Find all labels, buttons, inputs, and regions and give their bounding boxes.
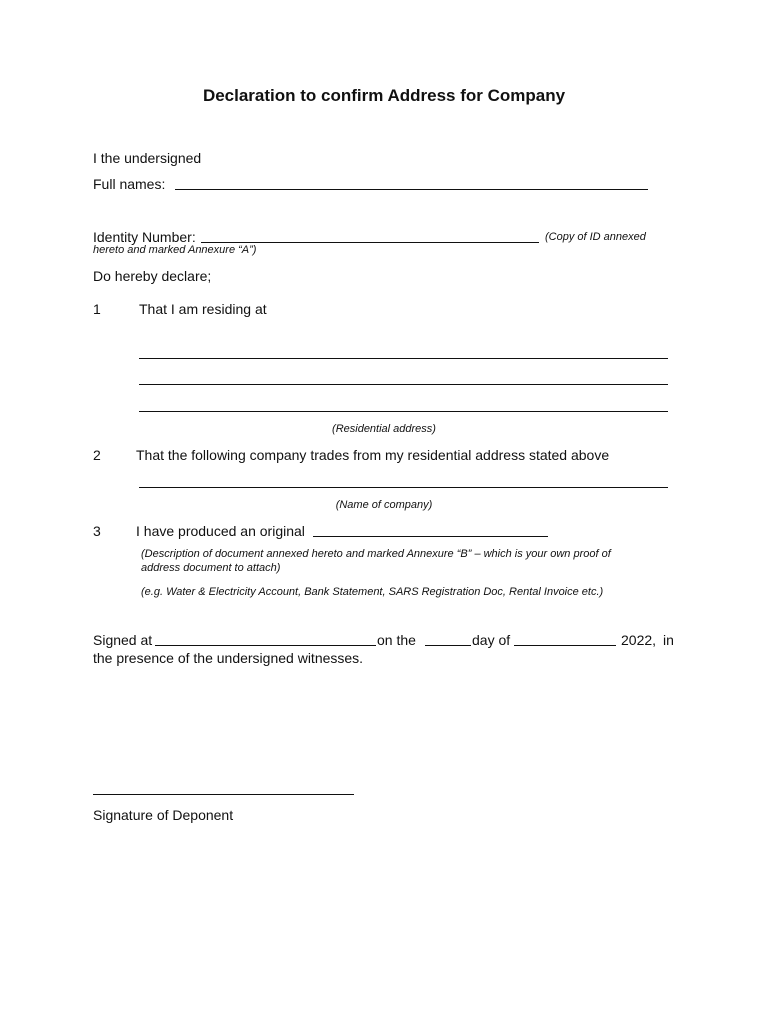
in-text: in bbox=[663, 632, 674, 648]
full-names-field[interactable] bbox=[175, 189, 648, 190]
undersigned-text: I the undersigned bbox=[93, 150, 202, 166]
signed-month-field[interactable] bbox=[514, 645, 616, 646]
id-note: (Copy of ID annexed bbox=[545, 231, 646, 243]
signature-line[interactable] bbox=[93, 794, 354, 795]
residential-address-line-2[interactable] bbox=[139, 384, 668, 385]
item-number: 1 bbox=[93, 301, 101, 317]
item3-text: I have produced an original bbox=[136, 523, 305, 539]
item3-examples: (e.g. Water & Electricity Account, Bank Statement, SARS Registration Doc, Rental Invoice etc.) bbox=[141, 586, 604, 598]
presence-text: the presence of the undersigned witnesses. bbox=[93, 650, 364, 666]
signed-day-field[interactable] bbox=[425, 645, 471, 646]
company-name-caption: (Name of company) bbox=[335, 499, 433, 511]
item3-note-continued: address document to attach) bbox=[141, 562, 281, 574]
residential-address-line-3[interactable] bbox=[139, 411, 668, 412]
residential-address-line-1[interactable] bbox=[139, 358, 668, 359]
item2-text: That the following company trades from my residential address stated above bbox=[136, 447, 610, 463]
identity-number-field[interactable] bbox=[201, 242, 539, 243]
item3-note: (Description of document annexed hereto and marked Annexure “B” – which is your own proof of bbox=[141, 548, 611, 560]
signed-at-label: Signed at bbox=[93, 632, 153, 648]
year-text: 2022, bbox=[621, 632, 657, 648]
declare-text: Do hereby declare; bbox=[93, 268, 212, 284]
id-note-continued: hereto and marked Annexure “A”) bbox=[93, 244, 257, 256]
item1-text: That I am residing at bbox=[139, 301, 267, 317]
signed-at-place-field[interactable] bbox=[155, 645, 376, 646]
original-document-field[interactable] bbox=[313, 536, 548, 537]
item-number: 2 bbox=[93, 447, 101, 463]
identity-number-label: Identity Number: bbox=[93, 229, 196, 245]
item-number: 3 bbox=[93, 523, 101, 539]
day-of-label: day of bbox=[472, 632, 511, 648]
on-the-label: on the bbox=[377, 632, 416, 648]
signature-label: Signature of Deponent bbox=[93, 807, 234, 823]
company-name-field[interactable] bbox=[139, 487, 668, 488]
residential-address-caption: (Residential address) bbox=[332, 423, 436, 435]
full-names-label: Full names: bbox=[93, 176, 166, 192]
page-title: Declaration to confirm Address for Company bbox=[202, 86, 566, 105]
